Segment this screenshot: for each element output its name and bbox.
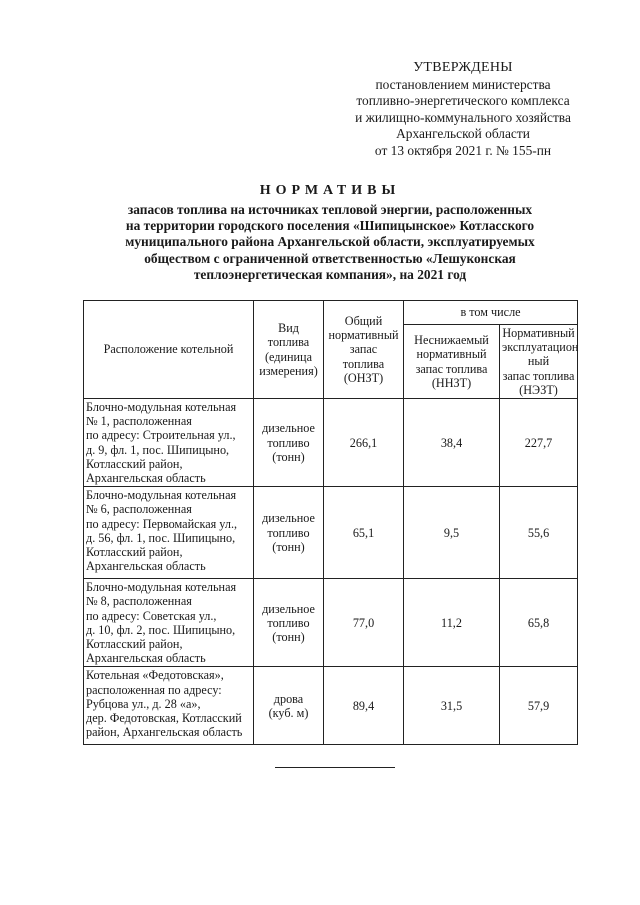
document-title: НОРМАТИВЫ: [259, 183, 401, 198]
cell-fuel-type: дизельное топливо (тонн): [254, 487, 324, 579]
fuel-norms-table: [83, 300, 578, 745]
table-row: [84, 487, 578, 579]
header-nnzt: Неснижаемый нормативный запас топлива (ННЗТ): [404, 325, 500, 399]
approval-line: и жилищно-коммунального хозяйства: [355, 109, 571, 125]
header-nezt: Нормативный эксплуатацион ный запас топлива (НЭЗТ): [500, 325, 578, 399]
approval-line: постановлением министерства: [375, 76, 551, 92]
approval-line: топливно-энергетического комплекса: [356, 93, 570, 108]
subtitle-line: теплоэнергетическая компания», на 2021 год: [193, 266, 467, 282]
cell-location: Блочно-модульная котельная № 6, расположенная по адресу: Первомайская ул., д. 56, фл. 1, пос. Шипицыно, Котласский район, Архангельская область: [84, 487, 254, 579]
cell-nnzt: 9,5: [404, 487, 500, 579]
cell-nezt: 55,6: [500, 487, 578, 579]
cell-nnzt: 11,2: [404, 579, 500, 667]
header-location: Расположение котельной: [84, 301, 254, 399]
subtitle-line: обществом с ограниченной ответственностью «Лешуконская: [144, 250, 516, 266]
subtitle-line: на территории городского поселения «Шипицынское» Котласского: [125, 218, 535, 234]
cell-fuel-type: дизельное топливо (тонн): [254, 399, 324, 487]
table-row: [84, 667, 578, 745]
cell-location: Блочно-модульная котельная № 1, расположенная по адресу: Строительная ул., д. 9, фл. 1, пос. Шипицыно, Котласский район, Архангельская область: [84, 399, 254, 487]
cell-nezt: 65,8: [500, 579, 578, 667]
cell-total: 77,0: [324, 579, 404, 667]
cell-nnzt: 38,4: [404, 399, 500, 487]
cell-nezt: 227,7: [500, 399, 578, 487]
document-subtitle: [80, 202, 580, 283]
subtitle-line: муниципального района Архангельской области, эксплуатируемых: [125, 234, 535, 250]
header-total-reserve: Общий нормативный запас топлива (ОНЗТ): [324, 301, 404, 399]
cell-total: 266,1: [324, 399, 404, 487]
cell-total: 89,4: [324, 667, 404, 745]
approval-block: [318, 60, 608, 159]
cell-fuel-type: дизельное топливо (тонн): [254, 579, 324, 667]
cell-total: 65,1: [324, 487, 404, 579]
subtitle-line: запасов топлива на источниках тепловой энергии, расположенных: [127, 202, 533, 217]
cell-location: Котельная «Федотовская», расположенная по адресу: Рубцова ул., д. 28 «а», дер. Федотовская, Котласский район, Архангельская область: [84, 667, 254, 745]
header-fuel-type: Вид топлива (единица измерения): [254, 301, 324, 399]
approval-heading: УТВЕРЖДЕНЫ: [413, 60, 513, 75]
approval-line: Архангельской области: [396, 126, 530, 141]
approval-line: от 13 октября 2021 г. № 155-пн: [374, 142, 552, 158]
footer-divider: [275, 767, 395, 768]
table-row: [84, 399, 578, 487]
cell-location: Блочно-модульная котельная № 8, расположенная по адресу: Советская ул., д. 10, фл. 2, пос. Шипицыно, Котласский район, Архангельская область: [84, 579, 254, 667]
table-row: [84, 579, 578, 667]
cell-nnzt: 31,5: [404, 667, 500, 745]
cell-nezt: 57,9: [500, 667, 578, 745]
header-including: в том числе: [404, 301, 578, 325]
cell-fuel-type: дрова (куб. м): [254, 667, 324, 745]
